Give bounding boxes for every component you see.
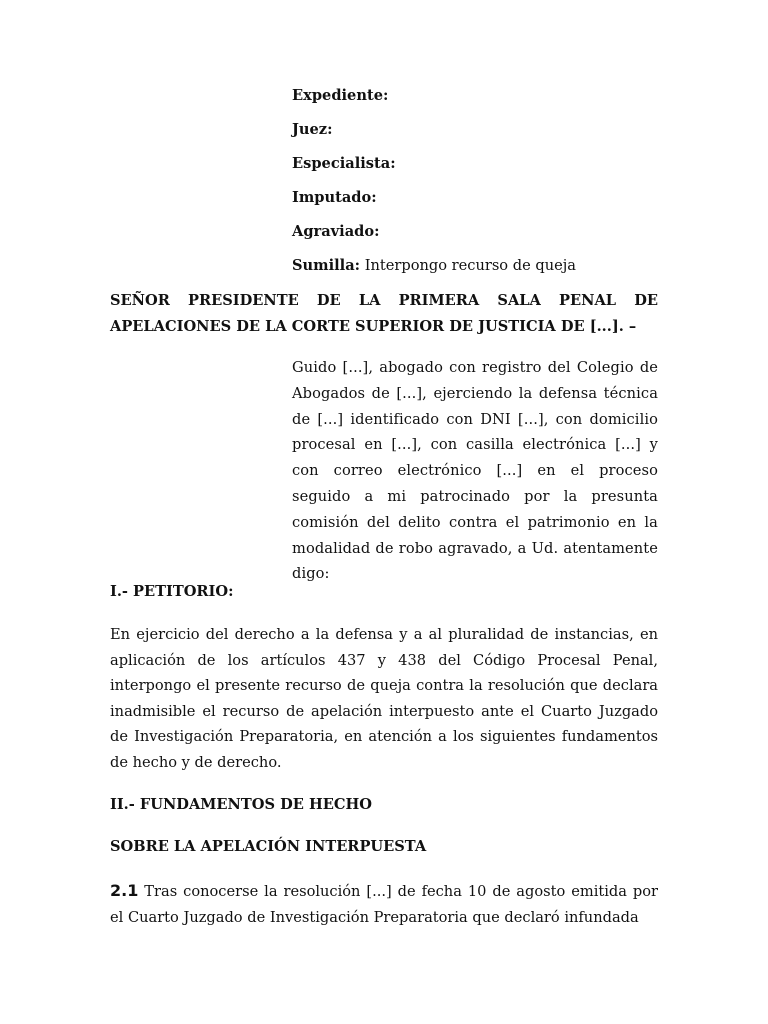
subheading-apelacion: SOBRE LA APELACIÓN INTERPUESTA <box>110 838 427 855</box>
expediente-label: Expediente: <box>292 87 389 104</box>
imputado-line <box>292 188 672 222</box>
addressee <box>110 288 658 340</box>
intro-paragraph: Guido [...], abogado con registro del Colegio de Abogados de [...], ejerciendo la defensa técnica de [...] identificado con DNI [...], con domicilio procesal en [...], con casilla electrónica [...] y con correo electrónico [...] en el proceso seguido a mi patrocinado por la presunta comisión del delito contra el patrimonio en la modalidad de robo agravado, a Ud. atentamente digo: <box>292 359 658 583</box>
section-heading-fundamentos: II.- FUNDAMENTOS DE HECHO <box>110 796 372 813</box>
item-text: Tras conocerse la resolución [...] de fecha 10 de agosto emitida por el Cuarto Juzgado de Investigación Preparatoria que declaró infundada <box>110 883 658 926</box>
especialista-label: Especialista: <box>292 155 396 172</box>
agraviado-label: Agraviado: <box>292 223 380 240</box>
petitorio-paragraph: En ejercicio del derecho a la defensa y a al pluralidad de instancias, en aplicación de los artículos 437 y 438 del Código Procesal Penal, interpongo el presente recurso de queja contra la resolución que declara inadmisible el recurso de apelación interpuesto ante el Cuarto Juzgado de Investigación Preparatoria, en atención a los siguientes fundamentos de hecho y de derecho. <box>110 626 658 771</box>
item-paragraph <box>110 878 658 930</box>
sumilla-value: Interpongo recurso de queja <box>364 257 576 274</box>
case-header <box>292 86 672 290</box>
especialista-line <box>292 154 672 188</box>
juez-line <box>292 120 672 154</box>
juez-label: Juez: <box>292 121 333 138</box>
sumilla-label: Sumilla: <box>292 257 361 274</box>
sumilla-line <box>292 256 672 290</box>
imputado-label: Imputado: <box>292 189 377 206</box>
addressee-line-1: SEÑOR PRESIDENTE DE LA PRIMERA SALA PENAL DE <box>110 292 658 309</box>
section-heading-petitorio: I.- PETITORIO: <box>110 583 234 600</box>
agraviado-line <box>292 222 672 256</box>
expediente-line <box>292 86 672 120</box>
addressee-line-2: APELACIONES DE LA CORTE SUPERIOR DE JUSTICIA DE [...]. – <box>110 318 637 335</box>
item-number: 2.1 <box>110 881 139 900</box>
